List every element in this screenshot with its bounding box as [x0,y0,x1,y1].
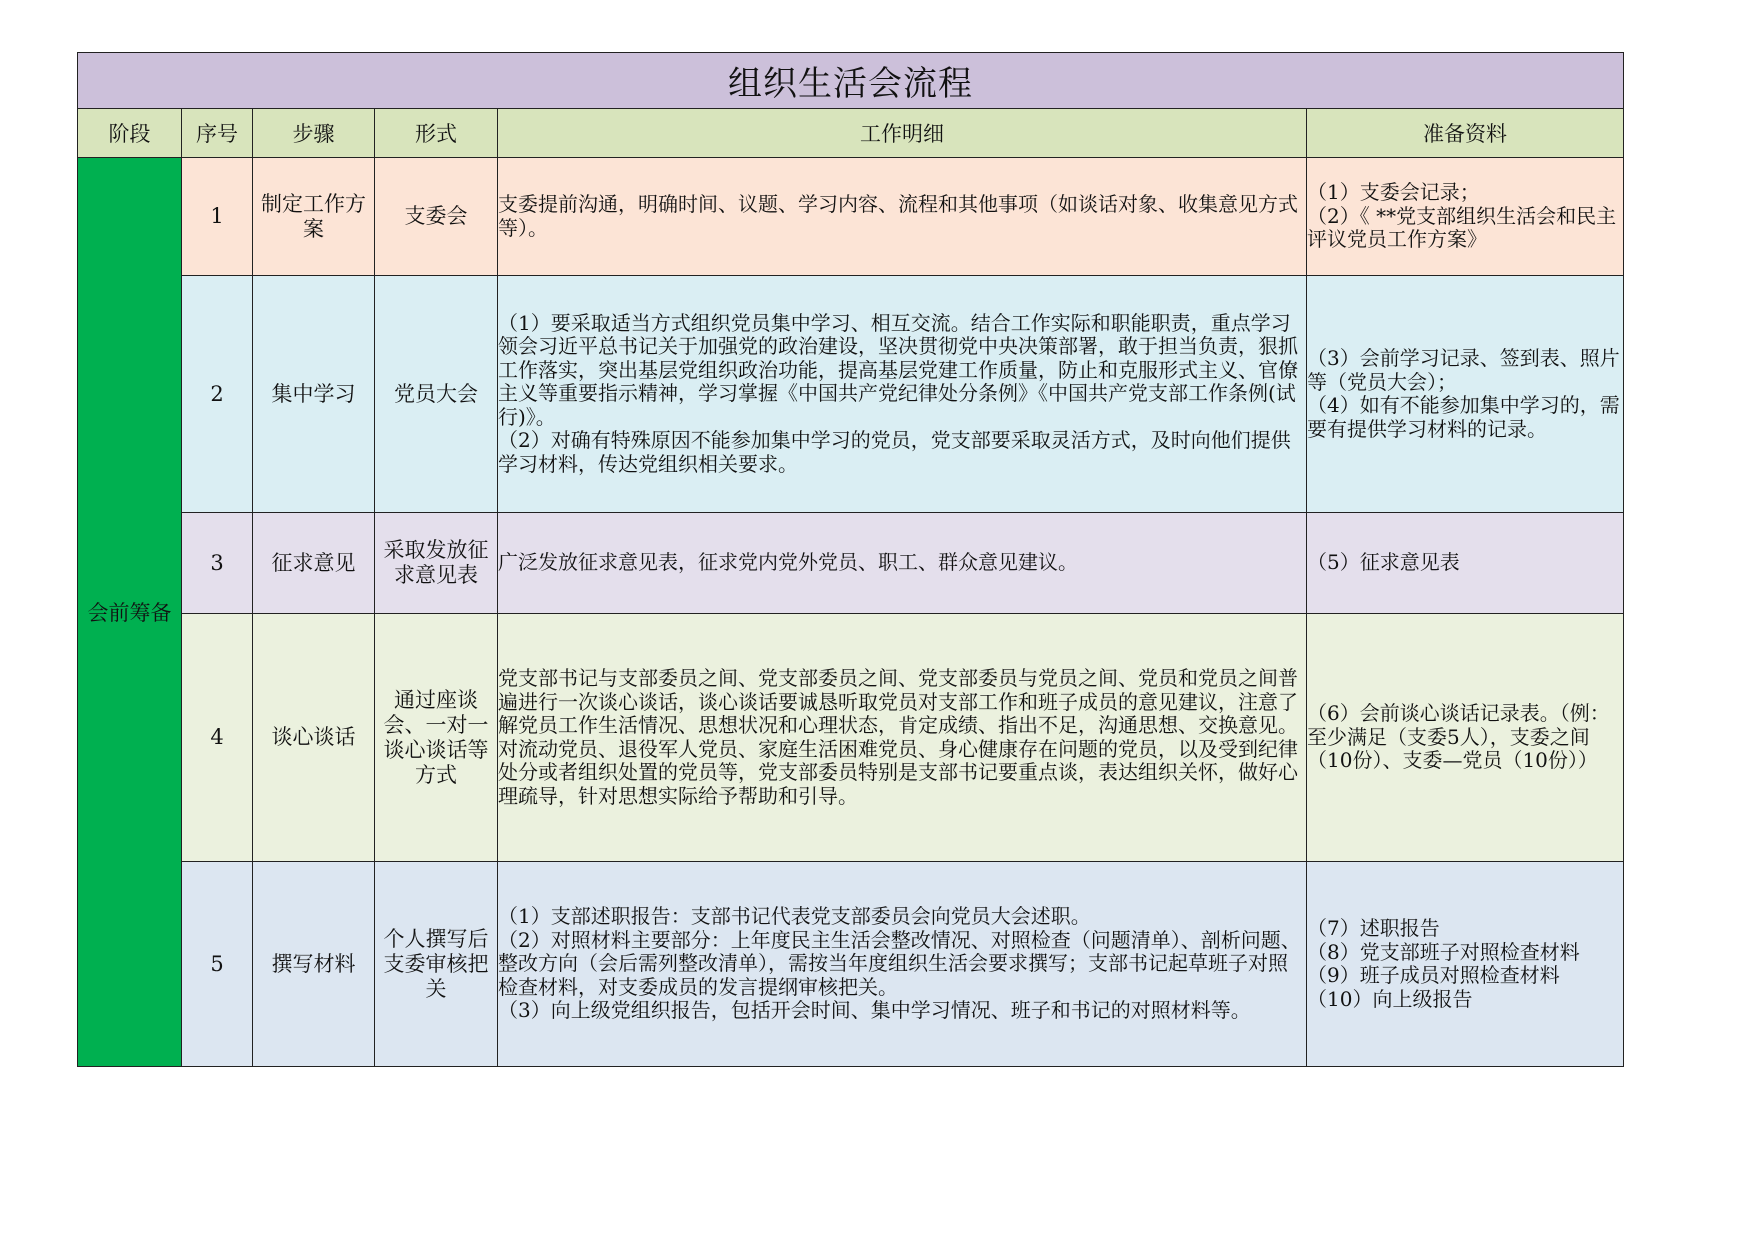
detail-paragraph: （2）对照材料主要部分：上年度民主生活会整改情况、对照检查（问题清单）、剖析问题、整改方向（会后需列整改清单），需按当年度组织生活会要求撰写；支部书记起草班子对照检查材料，对支委成员的发言提纲审核把关。 [498,927,1301,999]
materials-cell [1307,862,1624,1067]
detail-paragraph: 支委提前沟通，明确时间、议题、学习内容、流程和其他事项（如谈话对象、收集意见方式等）。 [498,192,1298,240]
row-number: 5 [182,862,253,1067]
step-cell: 制定工作方案 [253,158,375,276]
detail-paragraph: （2）对确有特殊原因不能参加集中学习的党员，党支部要采取灵活方式，及时向他们提供学习材料，传达党组织相关要求。 [498,428,1291,476]
table-row [78,158,1624,276]
row-number: 4 [182,614,253,862]
step-cell: 集中学习 [253,276,375,513]
detail-cell [498,158,1307,276]
material-item: （2）《 **党支部组织生活会和民主评议党员工作方案》 [1307,203,1617,252]
materials-cell [1307,158,1624,276]
detail-cell [498,276,1307,513]
form-cell: 支委会 [375,158,498,276]
detail-paragraph: （1）支部述职报告：支部书记代表党支部委员会向党员大会述职。 [498,904,1091,929]
header-form: 形式 [375,109,498,158]
table-row [78,513,1624,614]
materials-cell [1307,276,1624,513]
form-cell: 党员大会 [375,276,498,513]
header-no: 序号 [182,109,253,158]
header-materials: 准备资料 [1307,109,1624,158]
form-cell: 采取发放征求意见表 [375,513,498,614]
material-item: （4）如有不能参加集中学习的，需要有提供学习材料的记录。 [1307,393,1620,441]
row-number: 2 [182,276,253,513]
stage-cell: 会前筹备 [78,158,182,1067]
table-title: 组织生活会流程 [78,53,1624,109]
material-item: （7）述职报告 [1307,916,1440,940]
material-item: （6）会前谈心谈话记录表。（例：至少满足（支委5人），支委之间（10份）、支委—党员（10份）） [1307,701,1610,773]
detail-paragraph: 党支部书记与支部委员之间、党支部委员之间、党支部委员与党员之间、党员和党员之间普遍进行一次谈心谈话，谈心谈话要诚恳听取党员对支部工作和班子成员的意见建议，注意了解党员工作生活情况、思想状况和心理状态，肯定成绩、指出不足，沟通思想、交换意见。对流动党员、退役军人党员、家庭生活困难党员、身心健康存在问题的党员，以及受到纪律处分或者组织处置的党员等，党支部委员特别是支部书记要重点谈，表达组织关怀，做好心理疏导，针对思想实际给予帮助和引导。 [498,666,1298,808]
header-detail: 工作明细 [498,109,1307,158]
row-number: 3 [182,513,253,614]
form-cell: 个人撰写后支委审核把关 [375,862,498,1067]
detail-cell [498,614,1307,862]
detail-paragraph: 广泛发放征求意见表，征求党内党外党员、职工、群众意见建议。 [498,550,1078,575]
row-number: 1 [182,158,253,276]
material-item: （5）征求意见表 [1307,550,1460,575]
flow-table [77,52,1624,1067]
detail-cell [498,513,1307,614]
material-item: （8）党支部班子对照检查材料 [1307,939,1580,964]
materials-cell [1307,513,1624,614]
header-stage: 阶段 [78,109,182,158]
material-item: （3）会前学习记录、签到表、照片等（党员大会）； [1307,346,1620,394]
header-step: 步骤 [253,109,375,158]
step-cell: 撰写材料 [253,862,375,1067]
table-row [78,862,1624,1067]
table-row [78,614,1624,862]
material-item: （1）支委会记录； [1307,180,1480,205]
material-item: （10）向上级报告 [1307,986,1473,1011]
table-row [78,276,1624,513]
detail-paragraph: （3）向上级党组织报告，包括开会时间、集中学习情况、班子和书记的对照材料等。 [498,998,1251,1023]
step-cell: 征求意见 [253,513,375,614]
detail-cell [498,862,1307,1067]
form-cell: 通过座谈会、一对一谈心谈话等方式 [375,614,498,862]
detail-paragraph: （1）要采取适当方式组织党员集中学习、相互交流。结合工作实际和职能职责，重点学习领会习近平总书记关于加强党的政治建设，坚决贯彻党中央决策部署，敢于担当负责，狠抓工作落实，突出基层党组织政治功能，提高基层党建工作质量，防止和克服形式主义、官僚主义等重要指示精神，学习掌握《中国共产党纪律处分条例》《中国共产党支部工作条例(试行)》。 [498,310,1298,429]
material-item: （9）班子成员对照检查材料 [1307,963,1560,987]
step-cell: 谈心谈话 [253,614,375,862]
header-row [78,109,1624,158]
materials-cell [1307,614,1624,862]
